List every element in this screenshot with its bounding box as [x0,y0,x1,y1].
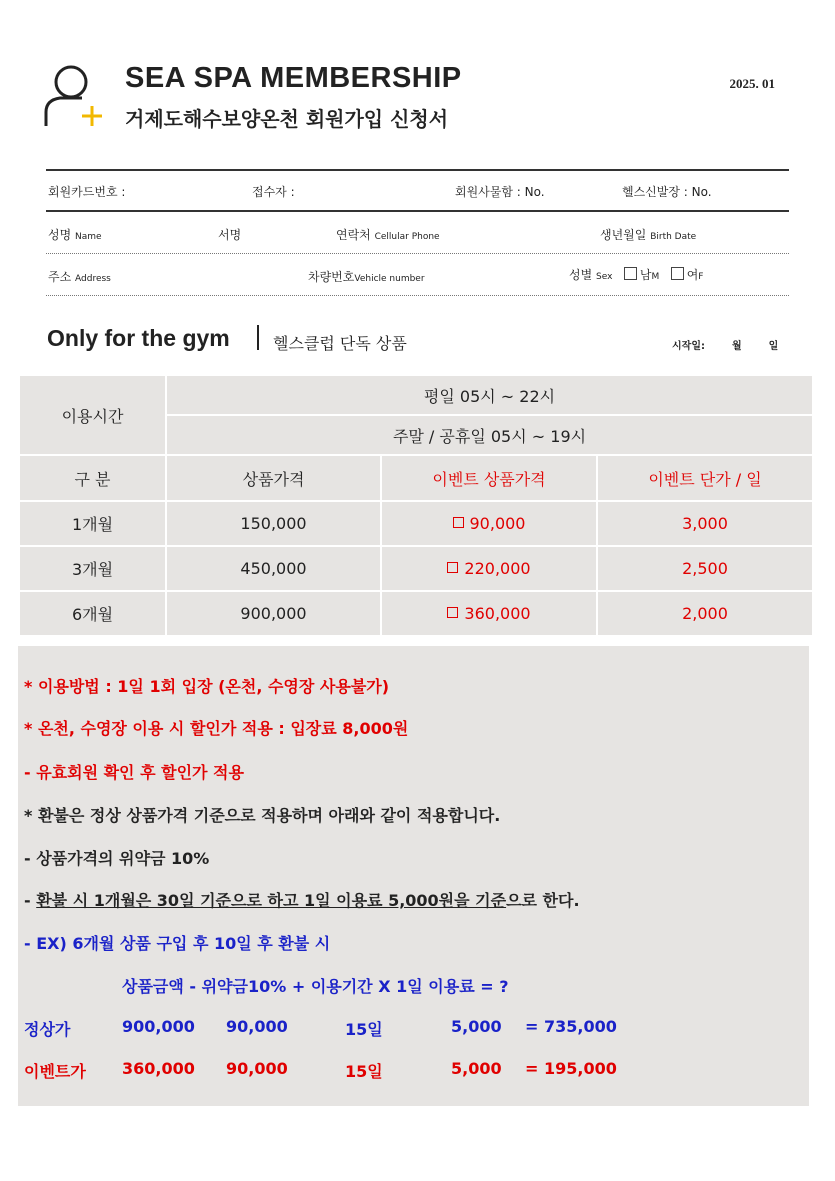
locker-label: 회원사물함 : No. [455,185,545,199]
address-field: 주소 Address [48,270,111,284]
member-add-icon [42,62,102,128]
title-separator [257,325,259,350]
phone-field: 연락처 Cellular Phone [336,228,440,242]
note-discount: * 온천, 수영장 이용 시 할인가 적용 : 입장료 8,000원 [24,719,409,738]
sex-field: 성별 Sex 남M 여F [569,268,704,282]
hours-label: 이용시간 [19,375,166,455]
price-table [18,374,814,637]
note-valid-member: - 유효회원 확인 후 할인가 적용 [24,763,244,782]
note-example: - EX) 6개월 상품 구입 후 10일 후 환불 시 [24,934,331,953]
header-period: 구 분 [19,455,166,501]
gym-title-ko: 헬스클럽 단독 상품 [273,334,407,353]
header-price: 상품가격 [166,455,381,501]
header-event-price: 이벤트 상품가격 [381,455,597,501]
male-checkbox[interactable] [624,267,637,280]
table-row: 3개월 450,000 220,000 2,500 [19,546,813,591]
birth-field: 생년월일 Birth Date [600,228,697,242]
table-row: 1개월 150,000 90,000 3,000 [19,501,813,546]
divider [46,169,789,171]
female-checkbox[interactable] [671,267,684,280]
gym-title-en: Only for the gym [47,325,230,351]
vehicle-field: 차량번호Vehicle number [308,270,425,284]
notes-panel: * 이용방법 : 1일 1회 입장 (온천, 수영장 사용불가) * 온천, 수영장 이용 시 할인가 적용 : 입장료 8,000원 - 유효회원 확인 후 할인가 적용 * 환불은 정상 상품가격 기준으로 적용하며 아래와 같이 적용합니다. - 상품가격의 위약금 10% - 환불 시 1개월은 30일 기준으로 하고 1일 이용료 5,000원을 기준으로 한다. - EX) 6개월 상품 구입 후 10일 후 환불 시 상품금액 - 위약금10% + 이용기간 X 1일 이용료 = ? 정상가 900,000 90,000 15일 5,000 = 735,000 이벤트가 360,000 90,000 15일 5,000 = 195,000 [18,646,809,1106]
form-date: 2025. 01 [729,76,775,91]
signature-field: 서명 [218,228,242,242]
weekend-hours: 주말 / 공휴일 05시 ~ 19시 [166,415,813,455]
checkbox-icon[interactable] [447,562,458,573]
receiver-label: 접수자 : [252,185,295,199]
note-penalty: - 상품가격의 위약금 10% [24,849,210,868]
checkbox-icon[interactable] [453,517,464,528]
note-refund: * 환불은 정상 상품가격 기준으로 적용하며 아래와 같이 적용합니다. [24,806,501,825]
divider [46,253,789,254]
note-refund-basis: - 환불 시 1개월은 30일 기준으로 하고 1일 이용료 5,000원을 기준으로 한다. [24,891,580,910]
checkbox-icon[interactable] [447,607,458,618]
note-usage: * 이용방법 : 1일 1회 입장 (온천, 수영장 사용불가) [24,677,390,696]
title-en: SEA SPA MEMBERSHIP [125,62,462,94]
start-date: 시작일: 월 일 [672,341,779,352]
divider [46,295,789,296]
table-row: 6개월 900,000 360,000 2,000 [19,591,813,636]
weekday-hours: 평일 05시 ~ 22시 [166,375,813,415]
name-field: 성명 Name [48,228,102,242]
divider [46,210,789,212]
note-formula: 상품금액 - 위약금10% + 이용기간 X 1일 이용료 = ? [122,977,509,996]
title-ko: 거제도해수보양온천 회원가입 신청서 [125,107,449,131]
card-no-label: 회원카드번호 : [48,185,126,199]
shoe-locker-label: 헬스신발장 : No. [622,185,712,199]
header-unit-price: 이벤트 단가 / 일 [597,455,813,501]
